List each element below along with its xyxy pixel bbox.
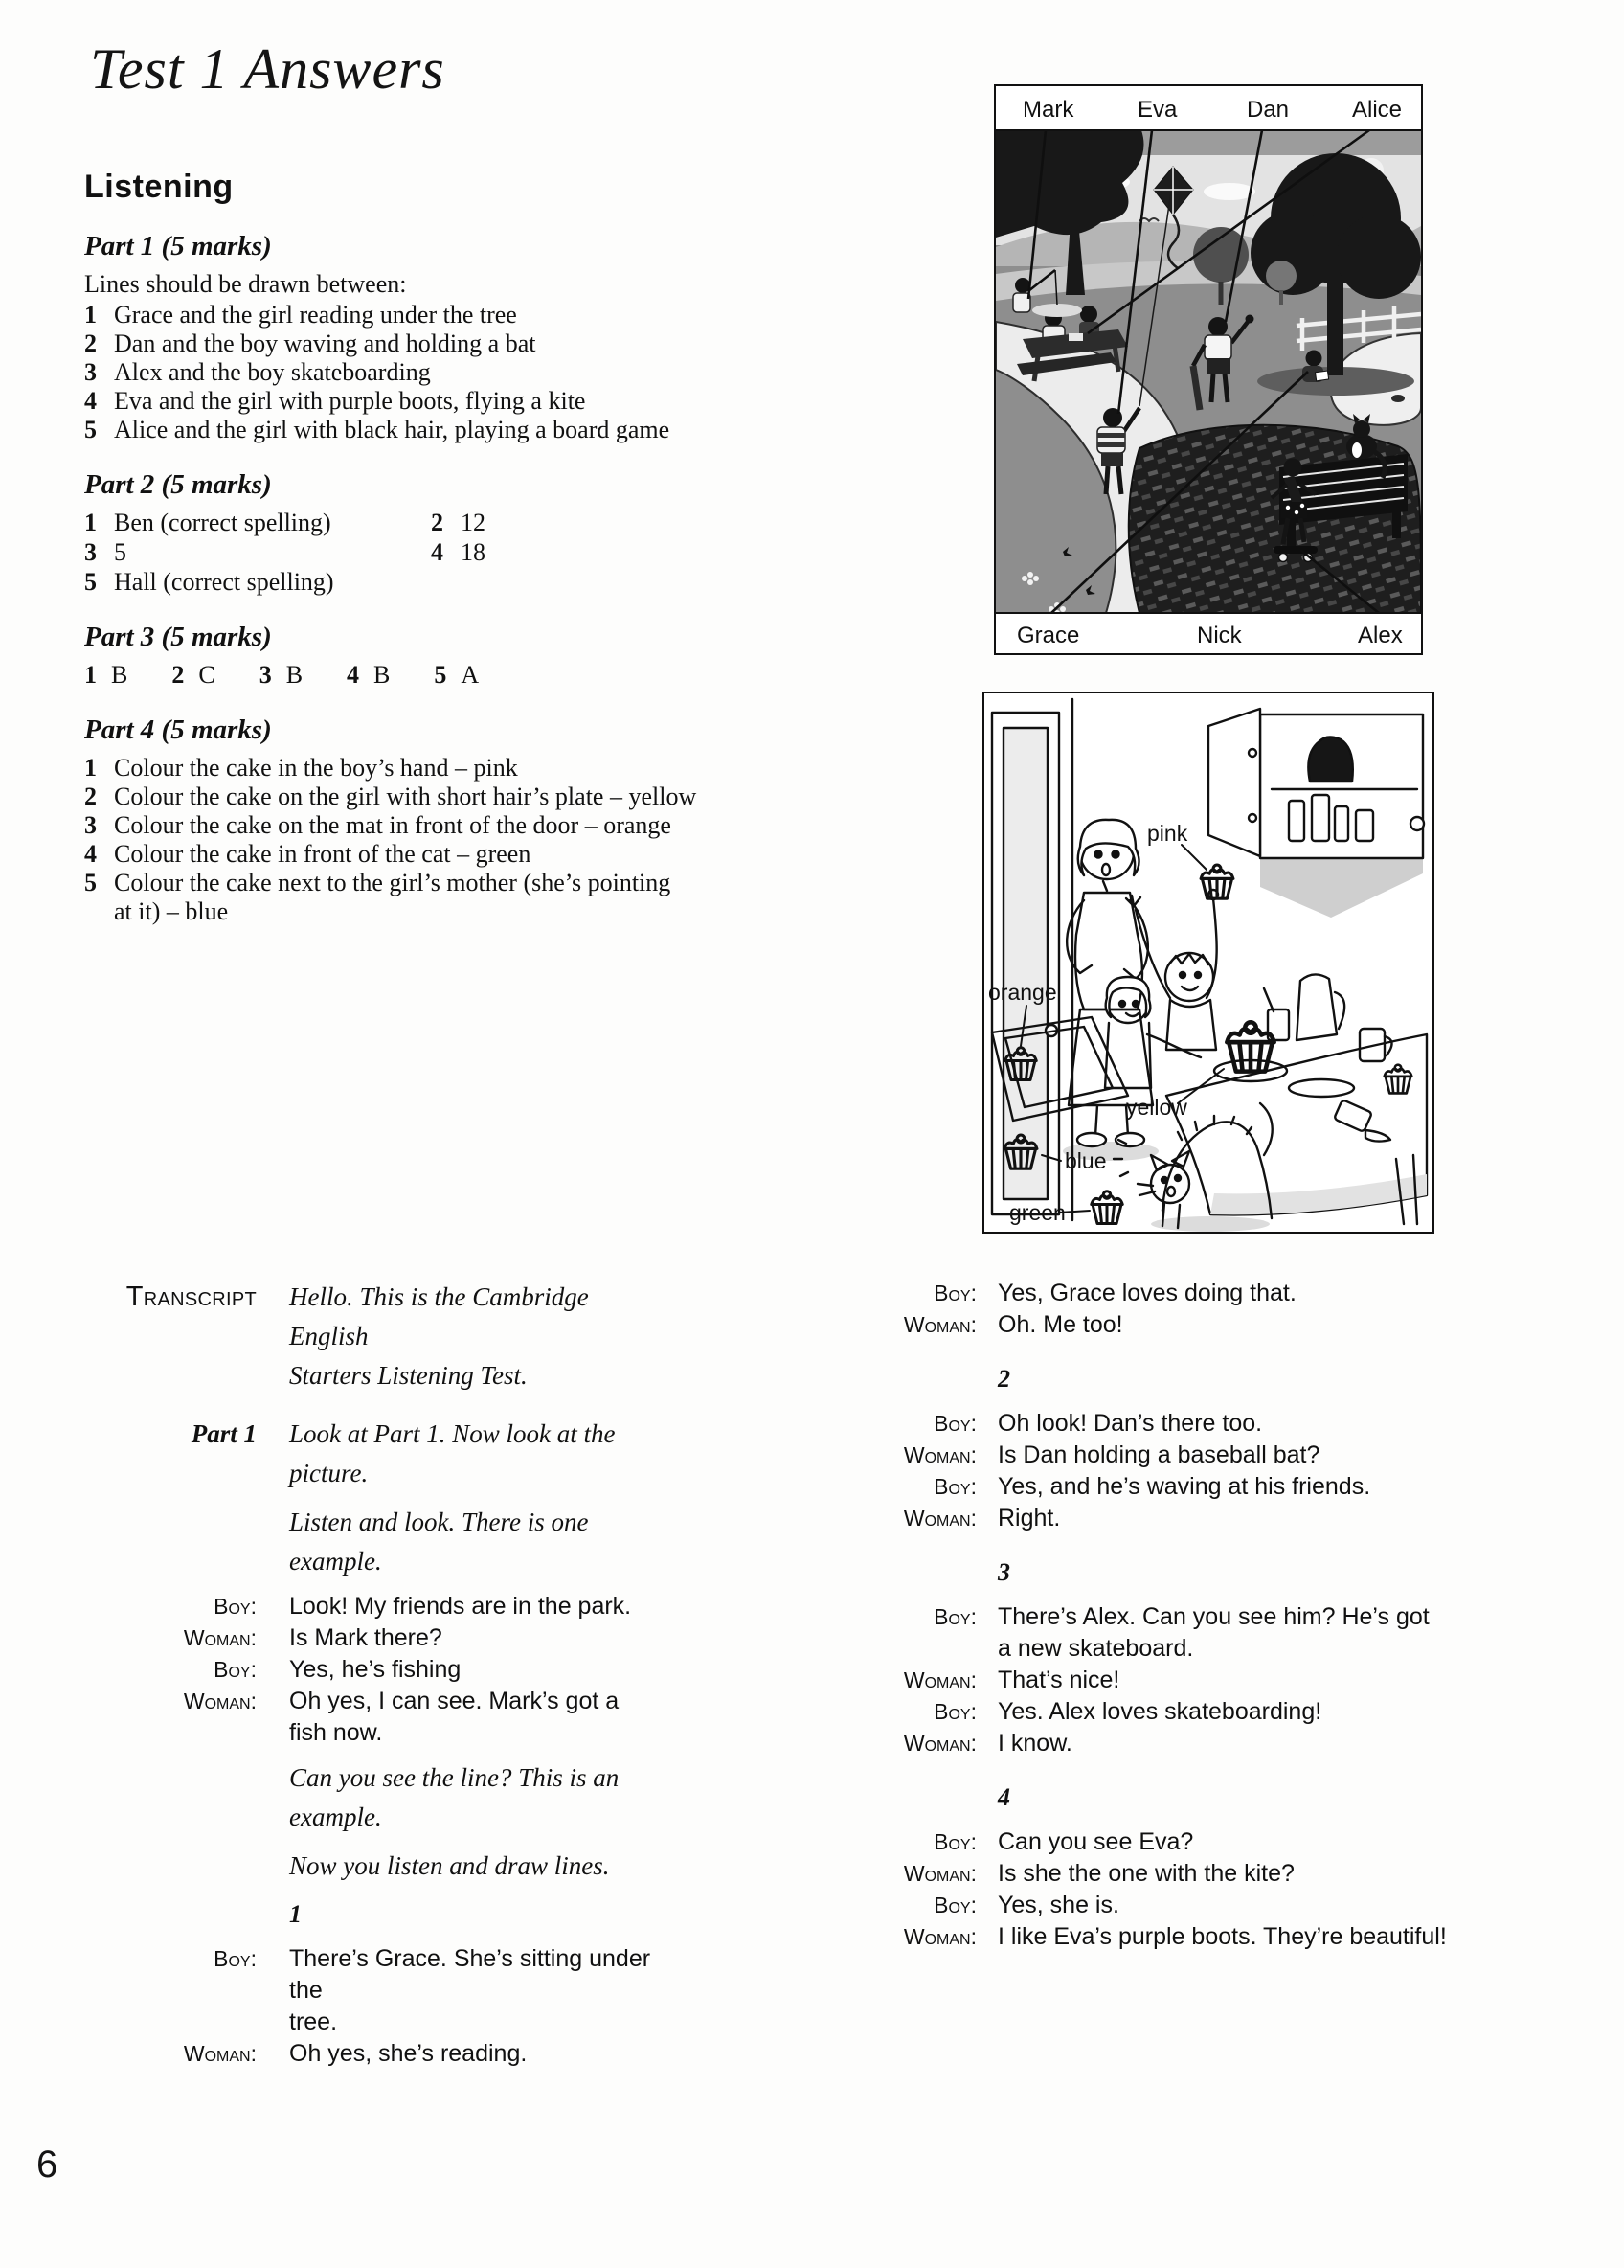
part1-answer-1 <box>84 301 707 329</box>
park-scene-svg <box>996 86 1421 653</box>
park-scene <box>996 130 1421 633</box>
dialogue-line <box>885 1890 1498 1921</box>
dialogue-text: Is Mark there? <box>289 1624 442 1651</box>
answer-number: 2 <box>171 661 185 689</box>
part1-answer-5 <box>84 416 707 444</box>
answer-number: 1 <box>84 509 97 536</box>
transcript-intro-row <box>84 1356 659 1395</box>
answer-number: 3 <box>84 811 97 839</box>
book-icon <box>1316 371 1329 381</box>
dialogue-line <box>885 1921 1498 1953</box>
dialogue-text: Oh yes, I can see. Mark’s got a fish now. <box>289 1688 620 1746</box>
park-name-mark: Mark <box>1023 97 1074 123</box>
dialogue-text: Yes, she is. <box>998 1892 1119 1918</box>
part3-answer-2 <box>171 661 214 690</box>
speaker-label: Woman: <box>903 1442 977 1467</box>
dialogue-line <box>885 1503 1498 1534</box>
dialogue-text: Yes, he’s fishing <box>289 1656 462 1683</box>
park-scene-illustration <box>994 84 1423 655</box>
dialogue-text: There’s Alex. Can you see him? He’s got <box>998 1603 1430 1630</box>
part2-heading: Part 2 (5 marks) <box>84 469 272 500</box>
part4-answer-4 <box>84 840 707 869</box>
speaker-label: Woman: <box>183 1625 257 1650</box>
dialogue-line <box>84 1622 659 1654</box>
listening-heading: Listening <box>84 169 234 205</box>
answer-number: 4 <box>84 840 97 868</box>
speaker-label: Boy: <box>214 1946 257 1971</box>
answer-number: 5 <box>84 869 97 896</box>
answer-text: Colour the cake in front of the cat – green <box>114 840 531 868</box>
answer-number: 5 <box>434 661 447 689</box>
speaker-label: Boy: <box>934 1699 977 1724</box>
dialogue-line <box>84 1654 659 1686</box>
dialogue-line <box>885 1408 1498 1440</box>
answer-text: Colour the cake on the mat in front of the door – orange <box>114 811 671 839</box>
park-name-dan: Dan <box>1247 97 1290 123</box>
speaker-label: Boy: <box>934 1829 977 1854</box>
transcript-left-column <box>84 1278 659 2070</box>
duck-icon <box>1391 395 1405 402</box>
dialogue-text: I know. <box>998 1730 1072 1757</box>
dialogue-line <box>885 1665 1498 1696</box>
answer-text: Colour the cake on the girl with short hair’s plate – yellow <box>114 782 697 810</box>
dialogue-line <box>84 2007 659 2038</box>
transcript-intro-line2: Starters Listening Test. <box>289 1361 528 1390</box>
speaker-label: Woman: <box>183 2041 257 2066</box>
speaker-label: Boy: <box>934 1893 977 1917</box>
dialogue-line <box>885 1858 1498 1890</box>
part3-answer-3 <box>259 661 303 690</box>
speaker-label: Woman: <box>183 1689 257 1713</box>
part1-intro-row <box>84 1415 659 1454</box>
dialogue-text: That’s nice! <box>998 1667 1120 1693</box>
part3-answer-5 <box>434 661 479 690</box>
speaker-label: Woman: <box>903 1506 977 1531</box>
answer-text: 5 <box>114 538 126 566</box>
dialogue-line <box>885 1633 1498 1665</box>
part1-intro-row <box>84 1454 659 1493</box>
speaker-label: Woman: <box>903 1667 977 1692</box>
dialogue-line <box>84 1943 659 2007</box>
skateboard-icon <box>1274 546 1318 554</box>
answer-text: Alice and the girl with black hair, playing a board game <box>114 416 670 443</box>
speaker-label: Boy: <box>214 1657 257 1682</box>
dialogue-text: Look! My friends are in the park. <box>289 1593 632 1620</box>
example-note: Listen and look. There is one example. <box>289 1508 589 1576</box>
section-number: 2 <box>998 1365 1010 1393</box>
label-yellow: yellow <box>1126 1095 1187 1120</box>
dialogue-line <box>885 1601 1498 1633</box>
answer-number: 5 <box>84 568 97 596</box>
dialogue-text: Right. <box>998 1505 1061 1531</box>
speaker-label: Boy: <box>934 1604 977 1629</box>
answer-text: Colour the cake in the boy’s hand – pink <box>114 754 518 782</box>
label-orange: orange <box>988 980 1057 1005</box>
part1-intro: Lines should be drawn between: <box>84 270 407 298</box>
part3-heading: Part 3 (5 marks) <box>84 622 272 652</box>
speaker-label: Woman: <box>903 1861 977 1886</box>
answer-number: 4 <box>347 661 360 689</box>
dialogue-line <box>84 1686 659 1749</box>
dialogue-line <box>885 1440 1498 1471</box>
answer-text: Alex and the boy skateboarding <box>114 358 431 386</box>
dialogue-line <box>84 2038 659 2070</box>
speaker-label: Boy: <box>214 1594 257 1619</box>
tree <box>1266 261 1297 291</box>
line-note-line2: example. <box>289 1803 382 1831</box>
dialogue-text: Yes, Grace loves doing that. <box>998 1280 1297 1306</box>
speaker-label: Boy: <box>934 1281 977 1305</box>
page-number: 6 <box>36 2143 58 2186</box>
answer-text: Hall (correct spelling) <box>114 568 334 596</box>
part2-answer-3 <box>84 538 431 567</box>
dialogue-text: a new skateboard. <box>998 1635 1194 1662</box>
part4-answer-5 <box>84 869 707 926</box>
dialogue-text: tree. <box>289 2008 338 2035</box>
answer-number: 5 <box>84 416 97 443</box>
answer-text: C <box>198 661 215 689</box>
answer-number: 1 <box>84 301 97 329</box>
part4-answer-1 <box>84 754 707 782</box>
park-name-nick: Nick <box>1197 623 1242 648</box>
cloud <box>1204 183 1255 200</box>
answer-text: 12 <box>461 509 485 536</box>
listen-note-row <box>84 1847 659 1886</box>
dialogue-line <box>84 1591 659 1622</box>
transcript-part-label: Part 1 <box>191 1419 257 1448</box>
section-number: 1 <box>289 1900 302 1928</box>
part2-answer-5 <box>84 568 431 597</box>
park-name-alice: Alice <box>1352 97 1403 123</box>
transcript-intro-line1: Hello. This is the Cambridge English <box>289 1282 589 1350</box>
answer-text: A <box>461 661 480 689</box>
part1-answer-4 <box>84 387 707 416</box>
answer-text: Dan and the boy waving and holding a bat <box>114 329 536 357</box>
section-number-row <box>885 1360 1498 1398</box>
section-number: 3 <box>998 1558 1010 1586</box>
answer-number: 2 <box>431 509 443 536</box>
answer-text <box>114 869 707 926</box>
part1-intro-line2: picture. <box>289 1459 369 1487</box>
answer-number: 3 <box>259 661 272 689</box>
dialogue-text: Oh yes, she’s reading. <box>289 2040 528 2067</box>
section-number-row <box>885 1779 1498 1817</box>
dialogue-line <box>885 1728 1498 1759</box>
part2-answer-4 <box>431 538 620 567</box>
speaker-label: Boy: <box>934 1411 977 1436</box>
line-note-row <box>84 1798 659 1837</box>
dialogue-text: Is she the one with the kite? <box>998 1860 1295 1887</box>
part4-answer-3 <box>84 811 707 840</box>
park-name-eva: Eva <box>1138 97 1178 123</box>
part2-answer-2 <box>431 509 620 537</box>
speaker-label: Woman: <box>903 1924 977 1949</box>
answer-number: 3 <box>84 358 97 386</box>
label-blue: blue <box>1065 1148 1107 1173</box>
answer-text: 18 <box>461 538 485 566</box>
answer-number: 4 <box>84 387 97 415</box>
answer-text: B <box>373 661 391 689</box>
tree <box>1193 227 1249 283</box>
dialogue-line <box>885 1696 1498 1728</box>
line-note-line1: Can you see the line? This is an <box>289 1763 620 1792</box>
answer-text: B <box>285 661 304 689</box>
section-number: 4 <box>998 1783 1010 1811</box>
answer-number: 4 <box>431 538 443 566</box>
speaker-label: Woman: <box>903 1731 977 1756</box>
section-number-row <box>84 1895 659 1934</box>
dialogue-text: Yes, and he’s waving at his friends. <box>998 1473 1371 1500</box>
floor-shadow <box>1151 1216 1270 1232</box>
part1-intro-line1: Look at Part 1. Now look at the <box>289 1419 616 1448</box>
cupboard-door <box>1208 709 1260 856</box>
answer-number: 2 <box>84 782 97 810</box>
transcript-right-column <box>885 1278 1498 1953</box>
answer-number: 3 <box>84 538 97 566</box>
answer-text: Eva and the girl with purple boots, flying a kite <box>114 387 586 415</box>
label-pink: pink <box>1147 821 1188 846</box>
dialogue-text: Oh look! Dan’s there too. <box>998 1410 1263 1437</box>
answer-number: 1 <box>84 661 97 689</box>
park-name-alex: Alex <box>1358 623 1403 648</box>
park-name-grace: Grace <box>1017 623 1080 648</box>
example-note-row <box>84 1503 659 1581</box>
board-game-icon <box>1069 333 1083 341</box>
answer-number: 2 <box>84 329 97 357</box>
dialogue-text: Yes. Alex loves skateboarding! <box>998 1698 1322 1725</box>
dialogue-line <box>885 1278 1498 1309</box>
dialogue-text: Oh. Me too! <box>998 1311 1123 1338</box>
label-green: green <box>1009 1200 1066 1225</box>
speaker-label: Woman: <box>903 1312 977 1337</box>
transcript-label: Transcript <box>125 1281 257 1312</box>
answer-text: Grace and the girl reading under the tree <box>114 301 517 329</box>
part1-answer-3 <box>84 358 707 387</box>
page-title: Test 1 Answers <box>90 37 445 101</box>
answer-text-line1: Colour the cake next to the girl’s mother (she’s pointing <box>114 869 671 896</box>
kitchen-scene-illustration <box>982 692 1434 1234</box>
answer-text-line2: at it) – blue <box>114 897 229 925</box>
dialogue-text: There’s Grace. She’s sitting under the <box>289 1945 651 2004</box>
dialogue-text: I like Eva’s purple boots. They’re beautiful! <box>998 1923 1447 1950</box>
part3-answer-1 <box>84 661 127 690</box>
transcript-intro-row <box>84 1278 659 1356</box>
dialogue-text: Is Dan holding a baseball bat? <box>998 1441 1320 1468</box>
part4-answer-2 <box>84 782 707 811</box>
dialogue-text: Can you see Eva? <box>998 1828 1194 1855</box>
part4-heading: Part 4 (5 marks) <box>84 714 272 745</box>
speaker-label: Boy: <box>934 1474 977 1499</box>
dialogue-line <box>885 1471 1498 1503</box>
kitchen-scene-svg <box>984 693 1432 1232</box>
part2-answer-1 <box>84 509 431 537</box>
part1-heading: Part 1 (5 marks) <box>84 231 272 261</box>
line-note-row <box>84 1758 659 1798</box>
answer-text: Ben (correct spelling) <box>114 509 331 536</box>
dialogue-line <box>885 1309 1498 1341</box>
part2-answers <box>84 509 620 597</box>
part3-answers <box>84 661 707 690</box>
answer-text: B <box>111 661 128 689</box>
part1-answer-2 <box>84 329 707 358</box>
section-number-row <box>885 1554 1498 1592</box>
dialogue-line <box>885 1826 1498 1858</box>
listen-note: Now you listen and draw lines. <box>289 1851 610 1880</box>
answers-column <box>84 169 707 926</box>
part3-answer-4 <box>347 661 390 690</box>
answer-number: 1 <box>84 754 97 782</box>
